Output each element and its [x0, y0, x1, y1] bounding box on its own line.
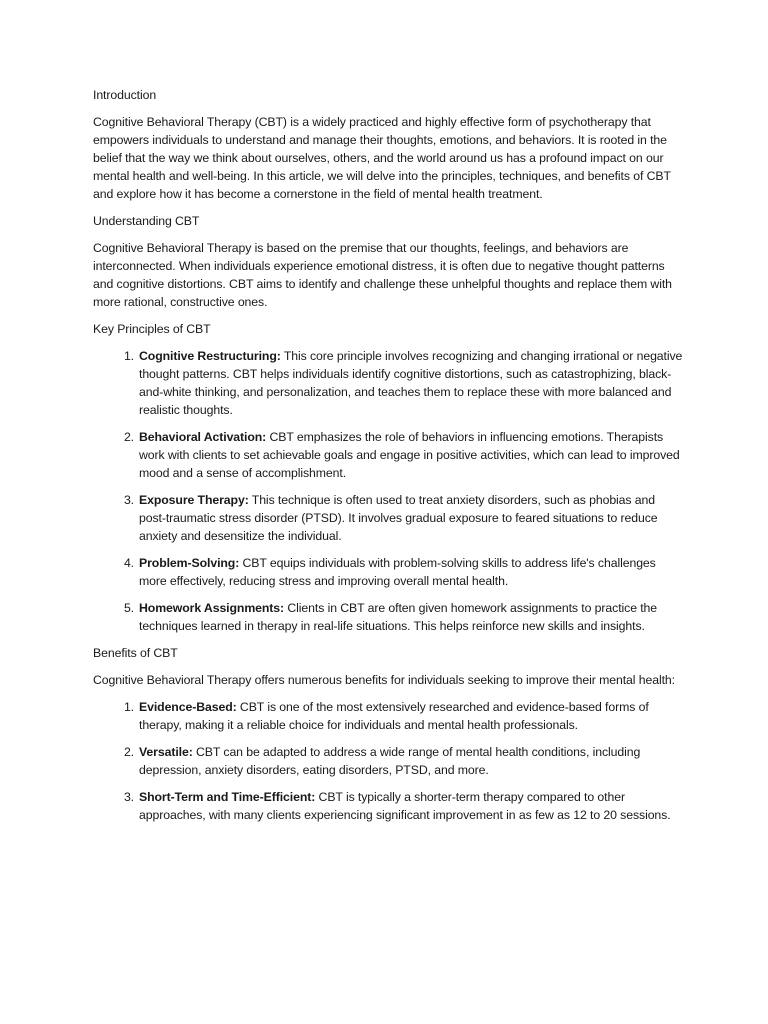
- list-item: [123, 428, 683, 482]
- benefits-heading: Benefits of CBT: [93, 646, 178, 660]
- list-item: [123, 347, 683, 419]
- understanding-paragraph: Cognitive Behavioral Therapy is based on the premise that our thoughts, feelings, and behaviors are interconnected. When individuals experience emotional distress, it is often due to negative thought patterns and cognitive distortions. CBT aims to identify and challenge these unhelpful thoughts and replace them with more rational, constructive ones.: [93, 241, 672, 309]
- list-number: 5.: [123, 601, 134, 615]
- list-text: Clients in CBT are often given homework assignments to practice the techniques learned in therapy in real-life situations. This helps reinforce new skills and insights.: [139, 601, 658, 633]
- list-text: CBT equips individuals with problem-solving skills to address life's challenges more effectively, reducing stress and improving overall mental health.: [139, 556, 656, 588]
- principles-list: [93, 347, 683, 635]
- list-number: 4.: [123, 556, 134, 570]
- list-item: [123, 788, 683, 824]
- list-text: CBT is typically a shorter-term therapy compared to other approaches, with many clients experiencing significant improvement in as few as 12 to 20 sessions.: [139, 790, 671, 822]
- understanding-heading: Understanding CBT: [93, 214, 200, 228]
- list-number: 1.: [123, 349, 134, 363]
- introduction-heading: Introduction: [93, 88, 157, 102]
- list-item: [123, 743, 683, 779]
- list-item: [123, 554, 683, 590]
- introduction-paragraph: Cognitive Behavioral Therapy (CBT) is a widely practiced and highly effective form of psychotherapy that empowers individuals to understand and manage their thoughts, emotions, and behaviors. It is rooted in the belief that the way we think about ourselves, others, and the world around us has a profound impact on our mental health and well-being. In this article, we will delve into the principles, techniques, and benefits of CBT and explore how it has become a cornerstone in the field of mental health treatment.: [93, 115, 671, 201]
- principles-heading: Key Principles of CBT: [93, 322, 211, 336]
- benefits-list: [93, 698, 683, 824]
- document-page: [93, 86, 683, 833]
- list-item: [123, 491, 683, 545]
- list-term: Evidence-Based:: [139, 700, 237, 714]
- list-item: [123, 599, 683, 635]
- list-term: Problem-Solving:: [139, 556, 240, 570]
- list-term: Short-Term and Time-Efficient:: [139, 790, 316, 804]
- list-item: [123, 698, 683, 734]
- list-text: This core principle involves recognizing and changing irrational or negative thought patterns. CBT helps individuals identify cognitive distortions, such as catastrophizing, black-and-white thinking, and personalization, and teaches them to replace these with more balanced and realistic thoughts.: [139, 349, 683, 417]
- list-number: 1.: [123, 700, 134, 714]
- list-term: Homework Assignments:: [139, 601, 285, 615]
- list-term: Behavioral Activation:: [139, 430, 267, 444]
- list-number: 2.: [123, 430, 134, 444]
- list-number: 3.: [123, 790, 134, 804]
- list-number: 2.: [123, 745, 134, 759]
- list-text: This technique is often used to treat anxiety disorders, such as phobias and post-traumatic stress disorder (PTSD). It involves gradual exposure to feared situations to reduce anxiety and desensitize the individual.: [139, 493, 658, 543]
- list-number: 3.: [123, 493, 134, 507]
- benefits-intro: Cognitive Behavioral Therapy offers numerous benefits for individuals seeking to improve their mental health:: [93, 673, 675, 687]
- list-term: Exposure Therapy:: [139, 493, 249, 507]
- list-text: CBT emphasizes the role of behaviors in influencing emotions. Therapists work with clients to set achievable goals and engage in positive activities, which can lead to improved mood and a sense of accomplishment.: [139, 430, 680, 480]
- list-term: Cognitive Restructuring:: [139, 349, 281, 363]
- list-text: CBT is one of the most extensively researched and evidence-based forms of therapy, making it a reliable choice for individuals and mental health professionals.: [139, 700, 649, 732]
- list-text: CBT can be adapted to address a wide range of mental health conditions, including depression, anxiety disorders, eating disorders, PTSD, and more.: [139, 745, 641, 777]
- list-term: Versatile:: [139, 745, 193, 759]
